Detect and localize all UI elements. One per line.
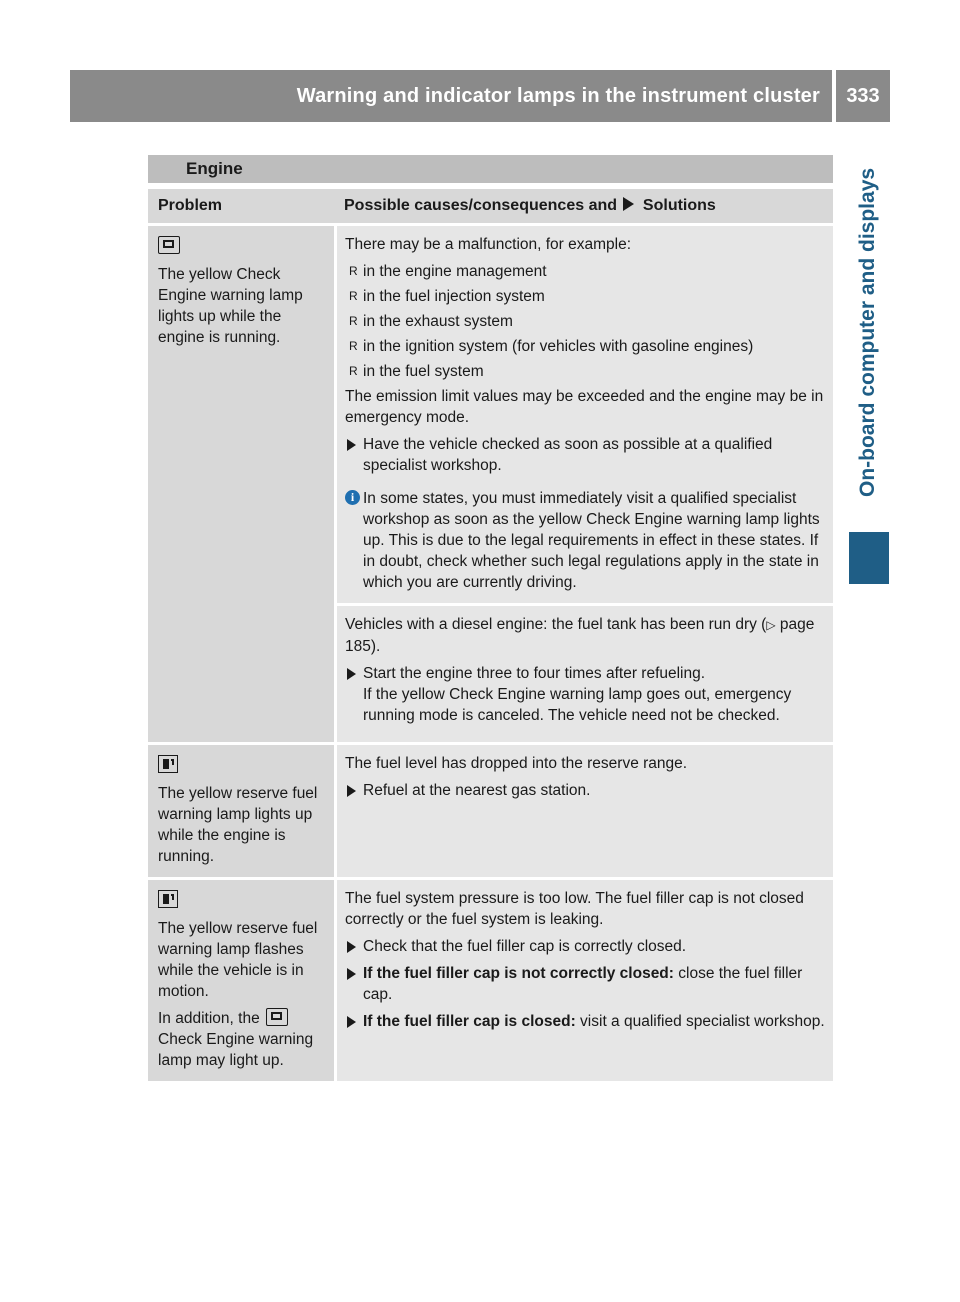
action-step: Refuel at the nearest gas station. [345,780,827,801]
action-step: Have the vehicle checked as soon as possible at a qualified specialist workshop. [345,434,827,476]
engine-table [148,155,833,1081]
check-engine-icon [266,1008,288,1026]
list-item: R in the exhaust system [349,313,513,330]
action-arrow-icon [623,197,634,211]
problem-addition: In addition, the Check Engine warning lamp may light up. [158,1010,314,1069]
info-note: i In some states, you must immediately visit a qualified specialist workshop as soon as the yellow Check Engine warning lamp lights up. This is due to the legal requirements in effect in these states. If in doubt, check whether such legal regulations apply in the state in which you are currently driving. [345,488,827,593]
action-arrow-icon [347,941,356,953]
action-arrow-icon [347,439,356,451]
table-row [148,226,833,742]
column-problem: Problem [158,197,223,214]
table-row [148,880,833,1081]
problem-cell [148,880,334,1081]
list-item: R in the engine management [349,263,547,280]
list-item: R in the ignition system (for vehicles with gasoline engines) [349,338,754,355]
action-arrow-icon [347,668,356,680]
bullet-icon: R [349,364,358,378]
diesel-text: Vehicles with a diesel engine: the fuel tank has been run dry (▷ page 185). [345,616,815,655]
info-icon: i [345,490,360,505]
problem-cell [148,226,334,742]
consequence-text: The emission limit values may be exceeded and the engine may be in emergency mode. [345,388,824,426]
cause-text: The fuel level has dropped into the reserve range. [345,755,688,772]
action-step: If the fuel filler cap is closed: visit a qualified specialist workshop. [345,1011,827,1032]
solutions-cell [337,226,833,742]
fuel-reserve-icon [158,755,178,773]
action-step: Start the engine three to four times after refueling. If the yellow Check Engine warning lamp goes out, emergency running mode is canceled. The vehicle need not be checked. [345,663,827,726]
check-engine-icon [158,236,180,254]
problem-text: The yellow Check Engine warning lamp lights up while the engine is running. [158,266,303,346]
fuel-reserve-icon [158,890,178,908]
column-solutions [334,189,833,223]
bullet-icon: R [349,264,358,278]
action-arrow-icon [347,968,356,980]
solutions-cell [337,745,833,877]
cause-intro: There may be a malfunction, for example: [345,236,632,253]
solution-block [337,745,833,877]
bullet-icon: R [349,289,358,303]
action-arrow-icon [347,785,356,797]
page-ref-arrow-icon: ▷ [766,618,776,632]
solution-block [337,606,833,742]
problem-cell [148,745,334,877]
column-solutions-label-end: Solutions [642,197,716,214]
problem-text: The yellow reserve fuel warning lamp lights up while the engine is running. [158,785,318,865]
solutions-cell [337,880,833,1081]
action-arrow-icon [347,1016,356,1028]
column-solutions-label: Possible causes/consequences and [344,197,618,214]
table-header [148,189,833,223]
cause-text: The fuel system pressure is too low. The fuel filler cap is not closed correctly or the fuel system is leaking. [345,890,804,928]
side-tab-title: On-board computer and displays [856,168,879,498]
bullet-icon: R [349,314,358,328]
solution-block [337,226,833,603]
action-step: If the fuel filler cap is not correctly closed: close the fuel filler cap. [345,963,827,1005]
action-step: Check that the fuel filler cap is correctly closed. [345,936,827,957]
page-header [70,70,890,122]
solution-block [337,880,833,1081]
list-item: R in the fuel system [349,363,484,380]
table-row [148,745,833,877]
page-number: 333 [836,70,890,122]
problem-text: The yellow reserve fuel warning lamp flashes while the vehicle is in motion. [158,920,318,1000]
list-item: R in the fuel injection system [349,288,545,305]
section-title: Engine [148,155,833,183]
side-tab-marker [849,532,889,584]
bullet-icon: R [349,339,358,353]
chapter-title: Warning and indicator lamps in the instrument cluster [70,70,832,122]
